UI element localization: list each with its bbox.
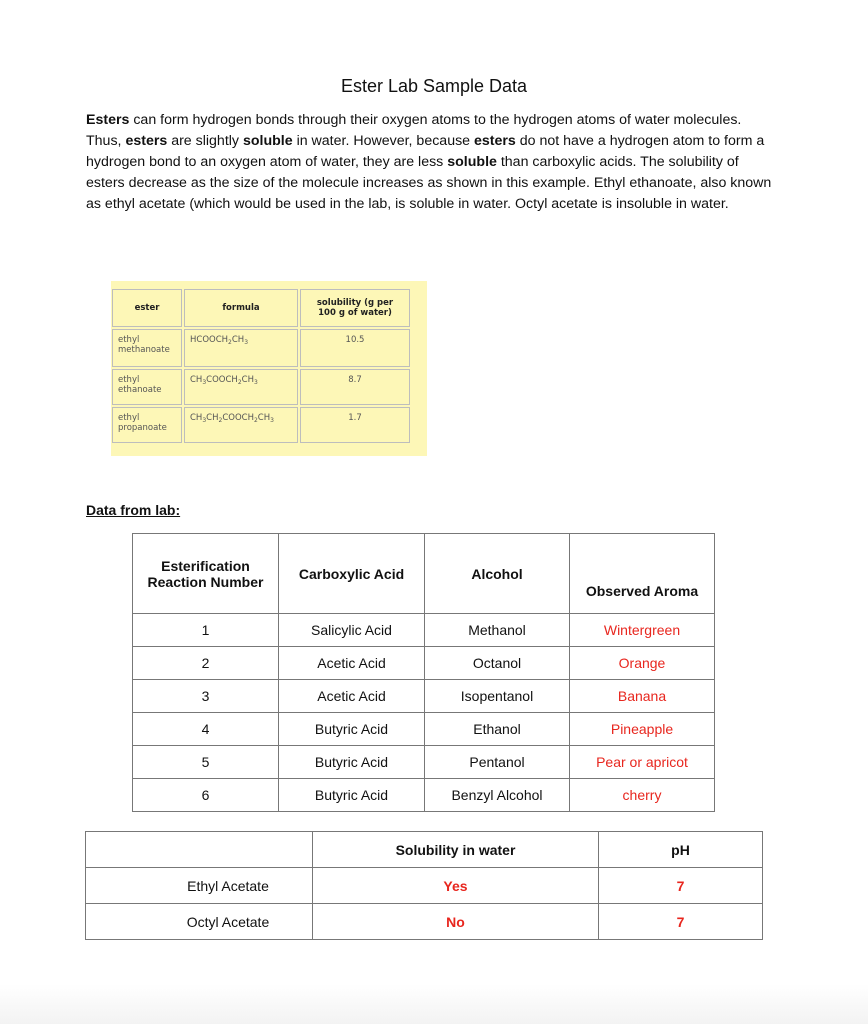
lab-row bbox=[133, 614, 715, 647]
intro-text: in water. However, because bbox=[292, 133, 475, 149]
solubility-header bbox=[300, 289, 410, 327]
lab-cell: 3 bbox=[133, 680, 279, 713]
solubility-header-cell: Solubility in water bbox=[313, 832, 599, 868]
compound-cell: Octyl Acetate bbox=[86, 904, 313, 940]
ester-name: ethyl ethanoate bbox=[118, 375, 162, 395]
lab-cell: 6 bbox=[133, 779, 279, 812]
ester-name-cell bbox=[112, 407, 182, 443]
lab-data-table bbox=[132, 533, 715, 812]
solubility-cell bbox=[300, 407, 410, 443]
solubility-table bbox=[85, 831, 763, 940]
page-bottom-shade bbox=[0, 984, 868, 1024]
intro-text: are slightly bbox=[167, 133, 243, 149]
intro-text: do not have a hydrogen atom to form a hydrogen bond to an oxygen atom of water, they are less bbox=[86, 133, 765, 170]
intro-bold-term: esters bbox=[125, 133, 168, 149]
intro-bold-term: soluble bbox=[242, 133, 293, 149]
aroma-cell: Pineapple bbox=[570, 713, 715, 746]
formula-text: $CH_3CH_2COOCH_2CH_3$ bbox=[190, 413, 274, 424]
lab-header-row bbox=[133, 534, 715, 614]
lab-row bbox=[133, 680, 715, 713]
lab-header-cell: Esterification Reaction Number bbox=[133, 534, 279, 614]
solubility-header-cell bbox=[86, 832, 313, 868]
compound-cell: Ethyl Acetate bbox=[86, 868, 313, 904]
solubility-value: 1.7 bbox=[348, 413, 362, 423]
soluble-cell: No bbox=[313, 904, 599, 940]
lab-cell: 4 bbox=[133, 713, 279, 746]
intro-text: can form hydrogen bonds through their oxygen atoms to the hydrogen atoms of water molecules. Thus, bbox=[86, 112, 742, 149]
aroma-cell: cherry bbox=[570, 779, 715, 812]
solubility-value: 10.5 bbox=[345, 335, 365, 345]
lab-cell: Isopentanol bbox=[425, 680, 570, 713]
ester-name-cell bbox=[112, 329, 182, 367]
lab-cell: Butyric Acid bbox=[279, 779, 425, 812]
intro-text: than carboxylic acids. The solubility of esters decrease as the size of the molecule increases as shown in this example. Ethyl ethanoate, also known as ethyl acetate (which would be used in the lab, is soluble in water. Octyl acetate is insoluble in water. bbox=[86, 154, 772, 212]
lab-cell: Butyric Acid bbox=[279, 746, 425, 779]
solubility-cell bbox=[300, 329, 410, 367]
lab-cell: 5 bbox=[133, 746, 279, 779]
lab-cell: Salicylic Acid bbox=[279, 614, 425, 647]
document-title: Ester Lab Sample Data bbox=[340, 76, 528, 96]
intro-paragraph bbox=[86, 110, 776, 215]
lab-cell: Benzyl Alcohol bbox=[425, 779, 570, 812]
ph-cell: 7 bbox=[599, 868, 763, 904]
ester-solubility-table bbox=[111, 281, 427, 456]
solubility-cell bbox=[300, 369, 410, 405]
lab-row bbox=[133, 647, 715, 680]
lab-header-cell: Carboxylic Acid bbox=[279, 534, 425, 614]
lab-header-cell: Alcohol bbox=[425, 534, 570, 614]
lab-cell: Acetic Acid bbox=[279, 680, 425, 713]
ph-cell: 7 bbox=[599, 904, 763, 940]
lab-row bbox=[133, 779, 715, 812]
formula-cell bbox=[184, 407, 298, 443]
ester-name: ethyl propanoate bbox=[118, 413, 167, 433]
lab-cell: Butyric Acid bbox=[279, 713, 425, 746]
soluble-cell: Yes bbox=[313, 868, 599, 904]
formula-text: $HCOOCH_2CH_3$ bbox=[190, 335, 249, 346]
aroma-cell: Banana bbox=[570, 680, 715, 713]
ester-name: ethyl methanoate bbox=[118, 335, 170, 355]
formula-header bbox=[184, 289, 298, 327]
lab-data-label: Data from lab: bbox=[86, 502, 181, 518]
intro-bold-term: soluble bbox=[447, 154, 497, 170]
lab-cell: 1 bbox=[133, 614, 279, 647]
formula-cell bbox=[184, 369, 298, 405]
header-text: ester bbox=[134, 303, 160, 313]
aroma-cell: Orange bbox=[570, 647, 715, 680]
intro-bold-term: esters bbox=[474, 133, 516, 149]
lab-row bbox=[133, 746, 715, 779]
ester-header bbox=[112, 289, 182, 327]
lab-header-cell: Observed Aroma bbox=[570, 534, 715, 614]
formula-cell bbox=[184, 329, 298, 367]
lab-row bbox=[133, 713, 715, 746]
solubility-value: 8.7 bbox=[348, 375, 362, 385]
lab-cell: Octanol bbox=[425, 647, 570, 680]
header-text: formula bbox=[222, 303, 260, 313]
lab-cell: Pentanol bbox=[425, 746, 570, 779]
lab-cell: 2 bbox=[133, 647, 279, 680]
formula-text: $CH_3COOCH_2CH_3$ bbox=[190, 375, 258, 386]
solubility-header-cell: pH bbox=[599, 832, 763, 868]
intro-bold-term: Esters bbox=[86, 112, 130, 128]
solubility-row bbox=[86, 868, 763, 904]
solubility-header-row bbox=[86, 832, 763, 868]
lab-cell: Ethanol bbox=[425, 713, 570, 746]
lab-cell: Methanol bbox=[425, 614, 570, 647]
aroma-cell: Pear or apricot bbox=[570, 746, 715, 779]
header-text: solubility (g per 100 g of water) bbox=[316, 298, 394, 318]
lab-cell: Acetic Acid bbox=[279, 647, 425, 680]
aroma-cell: Wintergreen bbox=[570, 614, 715, 647]
ester-name-cell bbox=[112, 369, 182, 405]
solubility-row bbox=[86, 904, 763, 940]
